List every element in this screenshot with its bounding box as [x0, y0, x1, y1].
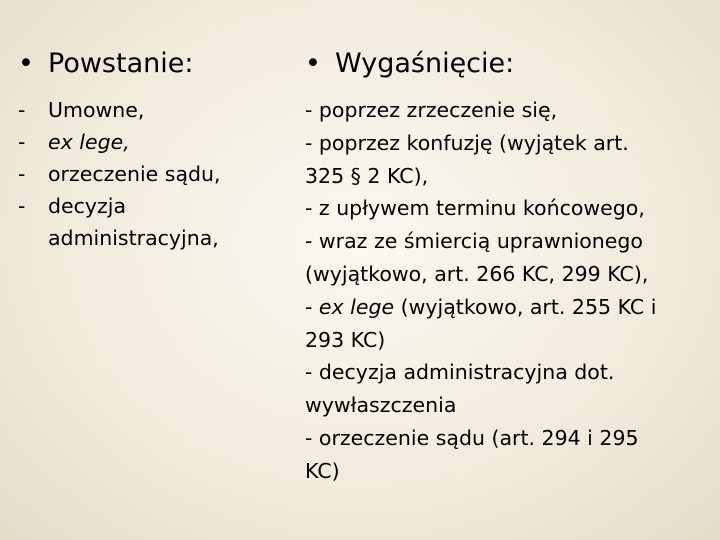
dash-marker: -	[18, 162, 26, 186]
list-item	[18, 126, 283, 158]
text-line-suffix: (wyjątkowo, art. 255 KC i	[394, 294, 657, 319]
text-line	[305, 291, 700, 324]
text-line-prefix: -	[305, 294, 319, 319]
text-line: - poprzez konfuzję (wyjątek art.	[305, 130, 629, 155]
ex-lege-italic: ex lege	[318, 294, 395, 319]
text-line: KC)	[305, 458, 340, 483]
bullet-icon: •	[18, 48, 34, 79]
powstanie-heading-text: Powstanie:	[48, 48, 194, 79]
list-item	[18, 190, 283, 254]
wygasniecie-heading-text: Wygaśnięcie:	[335, 48, 515, 79]
text-line: - wraz ze śmiercią uprawnionego	[305, 229, 643, 254]
dash-marker: -	[18, 194, 26, 218]
list-item	[18, 158, 283, 190]
text-line: - poprzez zrzeczenie się,	[305, 98, 558, 122]
powstanie-heading	[18, 46, 193, 82]
dash-marker: -	[18, 98, 26, 122]
powstanie-list	[18, 94, 283, 254]
text-line: - orzeczenie sądu (art. 294 i 295	[305, 425, 639, 450]
text-line: 325 § 2 KC),	[305, 163, 429, 188]
list-item-text: orzeczenie sądu,	[48, 162, 221, 186]
wygasniecie-body	[305, 94, 700, 488]
list-item-text: ex lege,	[48, 130, 130, 154]
text-line: 293 KC)	[305, 327, 386, 352]
list-item-text: decyzja administracyjna,	[48, 194, 219, 250]
text-line: - z upływem terminu końcowego,	[305, 196, 645, 221]
text-line: wywłaszczenia	[305, 393, 457, 418]
text-line: (wyjątkowo, art. 266 KC, 299 KC),	[305, 261, 649, 286]
bullet-icon: •	[305, 48, 321, 79]
dash-marker: -	[18, 130, 26, 154]
text-line: - decyzja administracyjna dot.	[305, 360, 615, 385]
list-item	[18, 94, 283, 126]
list-item-text: Umowne,	[48, 98, 145, 122]
wygasniecie-heading	[305, 46, 514, 82]
